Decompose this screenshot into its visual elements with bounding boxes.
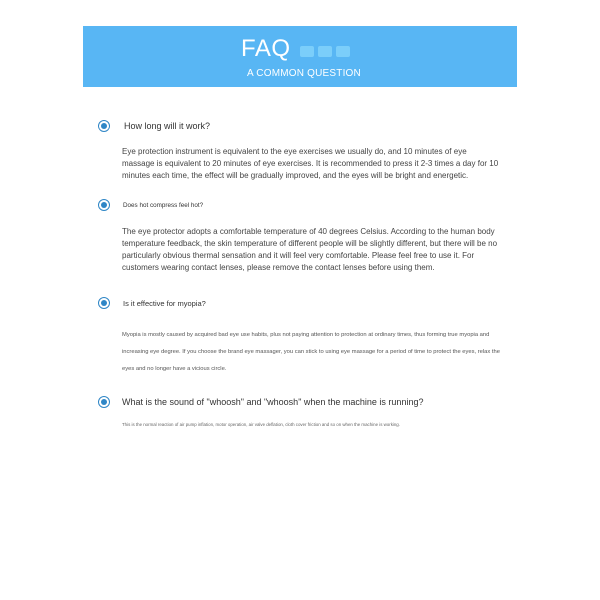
bullet-circle-icon: [98, 396, 110, 408]
bullet-circle-icon: [98, 297, 110, 309]
faq-question: Does hot compress feel hot?: [123, 202, 204, 209]
faq-answer: The eye protector adopts a comfortable temperature of 40 degrees Celsius. According to the human body temperature feedback, the skin temperature of different people will be slightly different, but there will be no particularly obvious thermal sensation and it will feel very comfortable. Please feel free to use it. For customers wearing contact lenses, please remove the contact lenses before using them.: [122, 227, 498, 272]
faq-question: What is the sound of "whoosh" and "whoosh" when the machine is running?: [122, 397, 424, 407]
title-decoration: [300, 44, 362, 58]
faq-answer: This is the normal reaction of air pump inflation, motor operation, air valve deflation, cloth cover friction and so on when the machine is working.: [122, 422, 400, 427]
faq-question: Is it effective for myopia?: [123, 299, 206, 308]
bullet-circle-icon: [98, 120, 110, 132]
page-title: FAQ: [241, 35, 291, 62]
faq-answer: Myopia is mostly caused by acquired bad eye use habits, plus not paying attention to protection at ordinary times, thus forming true myopia and increasing eye degree. If you choose the brand eye massager, you can stick to using eye massage for a period of time to protect the eyes, relax the eyes and no longer have a vicious circle.: [122, 332, 500, 372]
faq-question: How long will it work?: [124, 121, 211, 131]
bullet-circle-icon: [98, 199, 110, 211]
page-subtitle: A COMMON QUESTION: [247, 68, 361, 79]
faq-answer: Eye protection instrument is equivalent to the eye exercises we usually do, and 10 minutes of eye massage is equivalent to 20 minutes of eye exercises. It is recommended to press it 2-3 times a day for 10 minutes each time, the effect will be gradually improved, and the eyes will be bright and energetic.: [122, 147, 499, 180]
